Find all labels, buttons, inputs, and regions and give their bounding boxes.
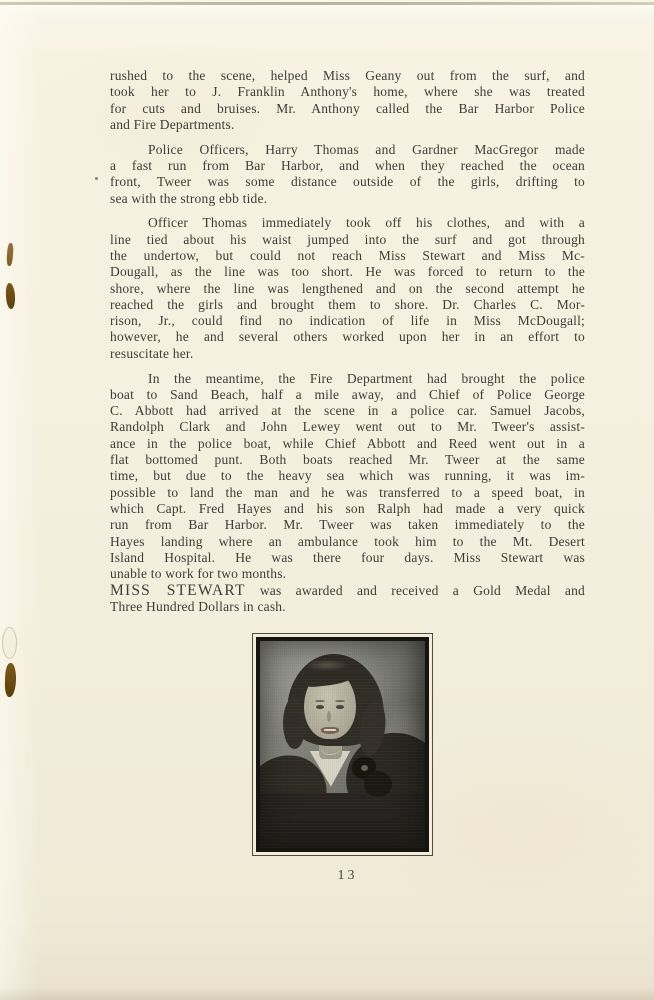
paragraph xyxy=(110,583,585,616)
text-line: resuscitate her. xyxy=(110,345,194,361)
photo-vignette xyxy=(260,641,425,848)
text-line: line tied about his waist jumped into the surf and got through xyxy=(110,231,585,247)
text-line: Island Hospital. He was there four days. Miss Stewart was xyxy=(110,549,585,565)
text-line: Police Officers, Harry Thomas and Gardner MacGregor made xyxy=(148,141,585,157)
text-line: the undertow, but could not reach Miss Stewart and Miss Mc- xyxy=(110,247,585,263)
paragraph xyxy=(110,371,585,583)
text-line: Officer Thomas immediately took off his clothes, and with a xyxy=(148,215,585,231)
text-line: reached the girls and brought them to shore. Dr. Charles C. Mor- xyxy=(110,296,585,312)
text-line: rushed to the scene, helped Miss Geany out from the surf, and xyxy=(110,68,585,83)
page-top-edge-highlight xyxy=(0,5,654,15)
paragraph xyxy=(110,142,585,207)
text-line: rison, Jr., could find no indication of life in Miss McDougall; xyxy=(110,313,585,329)
text-line: possible to land the man and he was transferred to a speed boat, in xyxy=(110,484,585,500)
text-line: time, but due to the heavy sea which was running, it was im- xyxy=(110,468,585,484)
miss-stewart-portrait xyxy=(256,637,429,852)
binding-stain-ring xyxy=(2,627,17,659)
text-line: unable to work for two months. xyxy=(110,566,287,582)
text-line: ance in the police boat, while Chief Abbott and Reed went out in a xyxy=(110,435,585,451)
text-line: flat bottomed punt. Both boats reached Mr. Tweer at the same xyxy=(110,452,585,468)
body-text xyxy=(110,68,585,616)
text-line: took her to J. Franklin Anthony's home, where she was treated xyxy=(110,84,585,100)
text-line: Randolph Clark and John Lewey went out to Mr. Tweer's assist- xyxy=(110,419,585,435)
text-line: and Fire Departments. xyxy=(110,116,235,132)
binding-stain xyxy=(5,283,15,309)
page-bottom-edge xyxy=(0,986,654,1000)
text-line: C. Abbott had arrived at the scene in a police car. Samuel Jacobs, xyxy=(110,403,585,419)
paragraph xyxy=(110,68,585,133)
text-line: however, he and several others worked upon her in an effort to xyxy=(110,329,585,345)
text-line: In the meantime, the Fire Department had brought the police xyxy=(148,370,585,386)
text-line: run from Bar Harbor. Mr. Tweer was taken immediately to the xyxy=(110,517,585,533)
text-line: front, Tweer was some distance outside of the girls, drifting to xyxy=(110,174,585,190)
binding-stain xyxy=(4,663,16,697)
page-number: 13 xyxy=(337,868,358,883)
text-line: shore, where the line was lengthened and on the second attempt he xyxy=(110,280,585,296)
text-line: for cuts and bruises. Mr. Anthony called the Bar Harbor Police xyxy=(110,100,585,116)
binding-stain xyxy=(6,243,14,266)
text-line: Dougall, as the line was too short. He was forced to return to the xyxy=(110,264,585,280)
text-line: which Capt. Fred Hayes and his son Ralph had made a very quick xyxy=(110,500,585,516)
text-line: a fast run from Bar Harbor, and when they reached the ocean xyxy=(110,157,585,173)
text-line: MISS STEWART was awarded and received a Gold Medal and xyxy=(110,581,586,599)
award-heading: MISS STEWART xyxy=(110,581,246,599)
text-line: sea with the strong ebb tide. xyxy=(110,190,268,206)
paper-speck xyxy=(95,177,98,180)
text-line: Three Hundred Dollars in cash. xyxy=(110,599,286,615)
text-line: Hayes landing where an ambulance took him to the Mt. Desert xyxy=(110,533,585,549)
text-line: boat to Sand Beach, half a mile away, and Chief of Police George xyxy=(110,386,585,402)
paragraph xyxy=(110,215,585,362)
photo-frame xyxy=(252,633,433,856)
